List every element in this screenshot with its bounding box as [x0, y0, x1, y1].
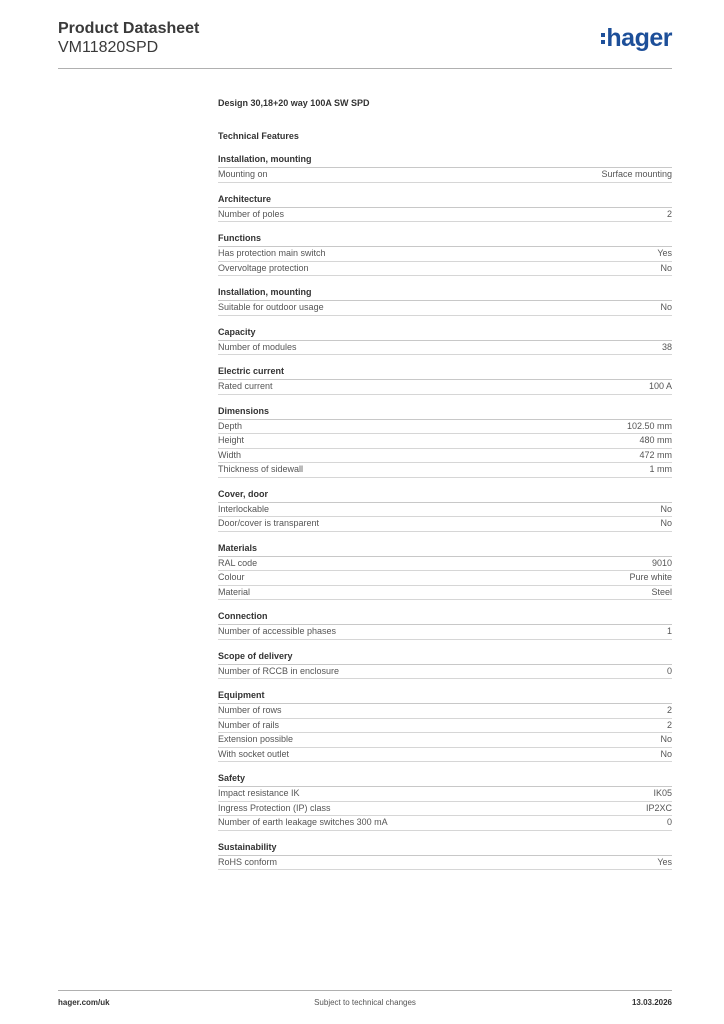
feature-group-title: Cover, door [218, 487, 672, 503]
feature-row [218, 856, 672, 871]
feature-label: RAL code [218, 557, 258, 568]
feature-value: 0 [666, 817, 672, 827]
footer-date: 13.03.2026 [631, 998, 672, 1007]
feature-group [218, 192, 672, 223]
feature-label: Number of poles [218, 208, 285, 219]
document-title: Product Datasheet [58, 20, 200, 37]
feature-group-title: Connection [218, 609, 672, 625]
feature-label: Interlockable [218, 503, 270, 514]
feature-value: 480 mm [639, 435, 672, 445]
feature-value: Pure white [629, 572, 672, 582]
feature-value: No [660, 734, 672, 744]
feature-group-title: Materials [218, 541, 672, 557]
product-name: Design 30,18+20 way 100A SW SPD [218, 98, 370, 108]
page-footer [58, 998, 672, 1010]
feature-group [218, 404, 672, 478]
feature-group [218, 541, 672, 601]
feature-group [218, 364, 672, 395]
feature-value: IK05 [653, 788, 672, 798]
feature-value: 1 [666, 626, 672, 636]
feature-row [218, 704, 672, 719]
feature-label: Colour [218, 572, 245, 582]
feature-row [218, 208, 672, 223]
feature-row [218, 434, 672, 449]
feature-row [218, 262, 672, 277]
feature-label: Material [218, 586, 251, 597]
feature-group-title: Electric current [218, 364, 672, 380]
feature-row [218, 748, 672, 763]
feature-group-title: Safety [218, 771, 672, 787]
feature-label: Number of accessible phases [218, 626, 337, 636]
feature-row [218, 557, 672, 572]
feature-label: With socket outlet [218, 748, 290, 759]
feature-row [218, 586, 672, 601]
feature-value: Steel [651, 586, 672, 597]
feature-group-title: Functions [218, 231, 672, 247]
product-code: VM11820SPD [58, 39, 159, 56]
feature-group-title: Architecture [218, 192, 672, 208]
feature-label: Width [218, 449, 242, 460]
header-divider [58, 68, 672, 69]
feature-label: Rated current [218, 381, 273, 391]
feature-label: Mounting on [218, 169, 268, 179]
logo-text: hager [606, 24, 672, 52]
footer-divider [58, 990, 672, 991]
feature-value: No [660, 503, 672, 514]
feature-value: 38 [661, 341, 672, 352]
feature-label: Ingress Protection (IP) class [218, 802, 331, 813]
feature-value: 2 [666, 705, 672, 715]
feature-label: Extension possible [218, 734, 294, 744]
feature-group [218, 649, 672, 680]
feature-value: 102.50 mm [626, 420, 672, 431]
feature-row [218, 517, 672, 532]
feature-row [218, 665, 672, 680]
footer-website: hager.com/uk [58, 998, 110, 1007]
footer-disclaimer: Subject to technical changes [314, 998, 416, 1007]
feature-label: Number of earth leakage switches 300 mA [218, 817, 388, 827]
logo-dots-icon [601, 33, 605, 47]
feature-value: Yes [657, 248, 672, 258]
feature-value: 100 A [648, 381, 672, 391]
feature-group [218, 688, 672, 762]
feature-row [218, 503, 672, 518]
feature-row [218, 571, 672, 586]
feature-group [218, 231, 672, 276]
feature-row [218, 449, 672, 464]
feature-value: No [660, 748, 672, 759]
feature-label: RoHS conform [218, 856, 278, 867]
feature-row [218, 301, 672, 316]
feature-label: Depth [218, 420, 243, 431]
feature-row [218, 420, 672, 435]
feature-row [218, 802, 672, 817]
feature-value: 0 [666, 665, 672, 676]
page-header [58, 20, 672, 70]
feature-label: Number of rails [218, 719, 280, 730]
feature-group-title: Installation, mounting [218, 152, 672, 168]
feature-label: Suitable for outdoor usage [218, 302, 324, 312]
feature-label: Door/cover is transparent [218, 518, 320, 528]
feature-group-title: Installation, mounting [218, 285, 672, 301]
feature-value: No [660, 262, 672, 273]
feature-row [218, 625, 672, 640]
feature-label: Number of modules [218, 341, 297, 352]
feature-group [218, 325, 672, 356]
hager-logo [601, 26, 672, 51]
feature-group-title: Equipment [218, 688, 672, 704]
feature-group [218, 609, 672, 640]
feature-row [218, 719, 672, 734]
feature-label: Number of RCCB in enclosure [218, 665, 340, 676]
feature-group [218, 771, 672, 831]
feature-row [218, 787, 672, 802]
feature-groups [218, 152, 672, 870]
feature-row [218, 733, 672, 748]
feature-row [218, 168, 672, 183]
feature-row [218, 341, 672, 356]
feature-value: No [660, 518, 672, 528]
feature-row [218, 816, 672, 831]
feature-value: No [660, 302, 672, 312]
feature-group-title: Dimensions [218, 404, 672, 420]
technical-features-heading: Technical Features [218, 131, 299, 141]
feature-group [218, 840, 672, 871]
feature-value: 9010 [651, 557, 672, 568]
feature-label: Overvoltage protection [218, 262, 309, 273]
feature-value: Yes [657, 856, 672, 867]
feature-row [218, 463, 672, 478]
datasheet-content [218, 96, 672, 879]
feature-row [218, 247, 672, 262]
feature-label: Height [218, 435, 245, 445]
feature-row [218, 380, 672, 395]
feature-label: Thickness of sidewall [218, 464, 304, 474]
feature-value: 1 mm [649, 464, 672, 474]
feature-value: 2 [666, 719, 672, 730]
feature-value: Surface mounting [601, 169, 672, 179]
feature-group [218, 152, 672, 183]
feature-label: Number of rows [218, 705, 282, 715]
feature-label: Has protection main switch [218, 248, 326, 258]
feature-group [218, 487, 672, 532]
feature-value: 2 [666, 208, 672, 219]
feature-group-title: Capacity [218, 325, 672, 341]
feature-value: IP2XC [645, 802, 672, 813]
feature-group-title: Sustainability [218, 840, 672, 856]
feature-label: Impact resistance IK [218, 788, 300, 798]
feature-group-title: Scope of delivery [218, 649, 672, 665]
feature-value: 472 mm [639, 449, 672, 460]
feature-group [218, 285, 672, 316]
